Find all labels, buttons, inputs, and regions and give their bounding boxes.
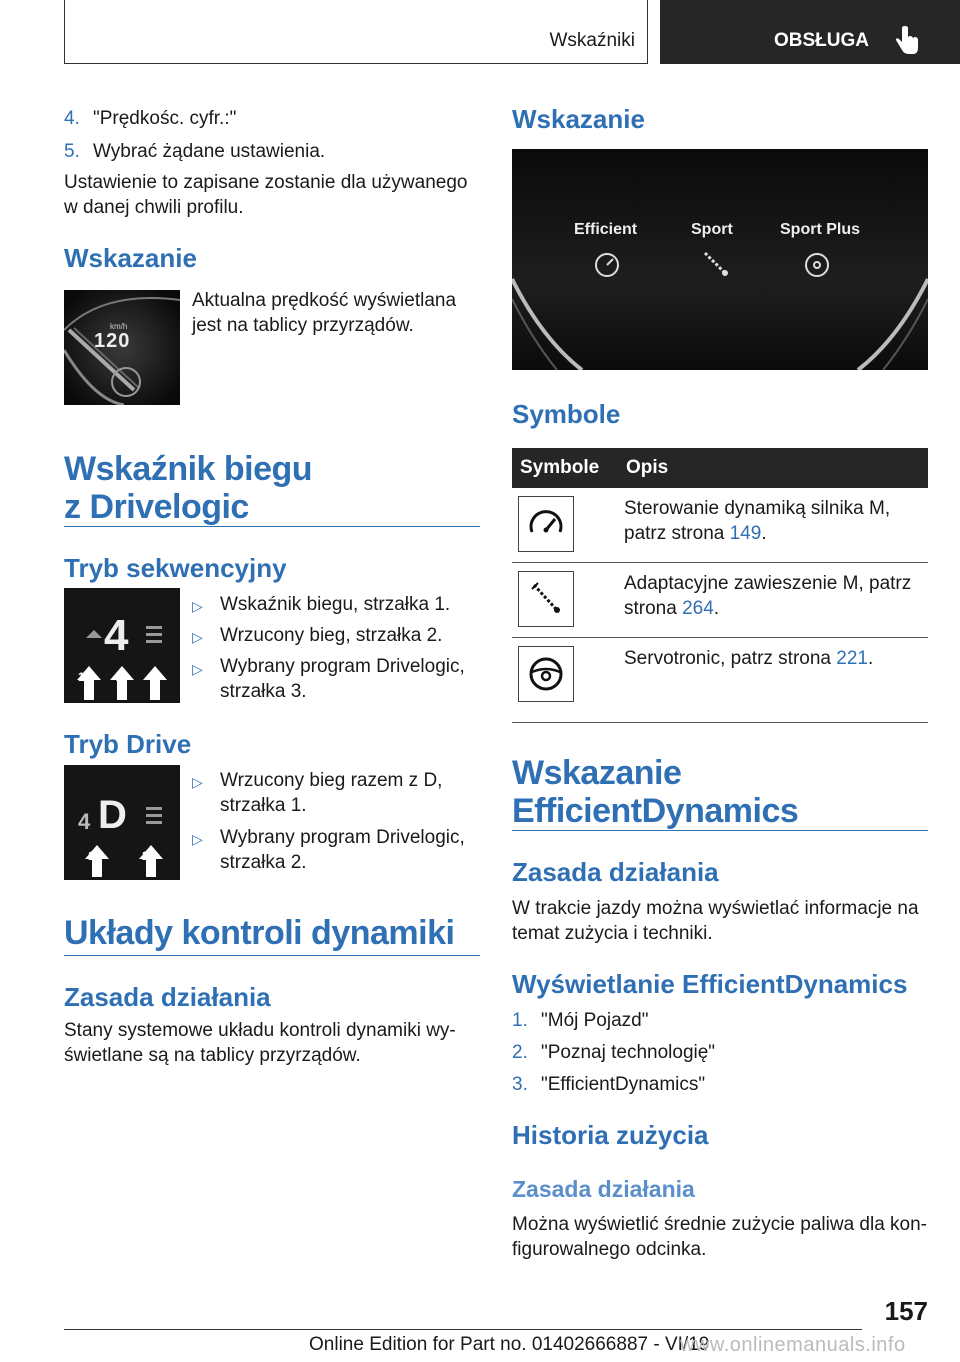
arrow-label: 2 (116, 670, 123, 684)
table-row (512, 488, 928, 563)
watermark-text: www.onlinemanuals.info (680, 1334, 906, 1356)
heading-consumption-history: Historia zużycia (512, 1120, 709, 1150)
header-section-box (64, 0, 648, 64)
header-section-title: Wskaźniki (549, 30, 635, 51)
triangle-bullet-icon: ▷ (192, 598, 203, 614)
heading-drive-mode: Tryb Drive (64, 729, 192, 759)
list-item-continued: strzałka 3. (220, 681, 307, 702)
drive-list (220, 768, 465, 875)
heading-symbols: Symbole (512, 399, 621, 429)
heading-efficientdynamics: Wskazanie EfficientDynamics (512, 754, 799, 830)
table-cell-description: Servotronic, patrz strona 221. (618, 638, 928, 723)
heading-principle-right: Zasada działania (512, 857, 719, 887)
current-gear-label: 4 (104, 611, 129, 660)
header-chapter-title: OBSŁUGA (774, 30, 869, 51)
efficientdynamics-menu-list (512, 1008, 715, 1097)
list-item: 1. "Mój Pojazd" (512, 1010, 649, 1031)
settings-list (64, 106, 325, 164)
list-item: 2. "Poznaj technologię" (512, 1042, 716, 1063)
sequential-list (220, 592, 465, 704)
hand-pointer-icon (894, 26, 920, 61)
table-row (512, 638, 928, 723)
page-reference-link[interactable]: 149 (729, 523, 762, 544)
list-item-continued: strzałka 1. (220, 795, 307, 816)
current-gear-label: 4 (78, 809, 91, 834)
section-heading-wskazanie-right: Wskazanie (512, 104, 645, 134)
speed-value-label: 120 (94, 330, 131, 352)
arrow-label: 2 (142, 849, 149, 863)
footer-rule (64, 1329, 862, 1330)
heading-gear-indicator: Wskaźnik biegu z Drivelogic (64, 450, 313, 526)
mode-label-sport: Sport (691, 221, 733, 238)
triangle-bullet-icon: ▷ (192, 831, 203, 847)
speedometer-image (64, 290, 180, 405)
sequential-gear-image (64, 588, 180, 703)
table-header-description: Opis (618, 448, 928, 488)
list-item: Wrzucony bieg, strzałka 2. (220, 625, 443, 646)
triangle-bullet-icon: ▷ (192, 629, 203, 645)
list-item: Wskaźnik biegu, strzałka 1. (220, 594, 451, 615)
heading-underline (512, 830, 928, 831)
principle-description: W trakcie jazdy można wyświetlać informacje na temat zużycia i techniki. (512, 898, 919, 944)
steering-wheel-icon (518, 646, 574, 702)
saved-note: Ustawienie to zapisane zostanie dla używanego w danej chwili profilu. (64, 172, 468, 218)
heading-underline (64, 526, 480, 527)
symbols-table (512, 448, 928, 723)
page-reference-link[interactable]: 264 (682, 598, 714, 619)
mode-label-sport-plus: Sport Plus (780, 221, 861, 238)
page-number: 157 (884, 1296, 928, 1326)
arrow-label: 3 (150, 670, 157, 684)
speed-description: Aktualna prędkość wyświetlana jest na tablicy przyrządów. (192, 290, 457, 336)
gauge-icon (518, 496, 574, 552)
heading-sequential-mode: Tryb sekwencyjny (64, 553, 287, 583)
table-cell-description: Sterowanie dynamiką silnika M, patrz strona 149. (618, 488, 928, 563)
history-description: Można wyświetlić średnie zużycie paliwa dla kon- figurowalnego odcinka. (512, 1214, 928, 1260)
list-item: 4. "Prędkośc. cyfr.:" (64, 108, 237, 129)
list-item: Wrzucony bieg razem z D, (220, 770, 443, 791)
drive-mode-label: D (98, 793, 127, 837)
table-header-symbols: Symbole (512, 448, 618, 488)
heading-principle: Zasada działania (64, 982, 271, 1012)
heading-dynamic-control: Układy kontroli dynamiki (64, 914, 455, 952)
list-item: Wybrany program Drivelogic, (220, 827, 465, 848)
mode-label-efficient: Efficient (574, 221, 638, 238)
suspension-icon (518, 571, 574, 627)
header-chapter-box (660, 0, 960, 64)
triangle-bullet-icon: ▷ (192, 661, 203, 677)
dynamic-control-description: Stany systemowe układu kontroli dynamiki wy- świetlane są na tablicy przyrządów. (64, 1020, 456, 1066)
heading-underline (64, 955, 480, 956)
triangle-bullet-icon: ▷ (192, 774, 203, 790)
driving-mode-display-image (512, 149, 928, 370)
table-row (512, 563, 928, 638)
arrow-label: 1 (78, 670, 85, 684)
footer-edition: Online Edition for Part no. 01402666887 - VI/19 (309, 1334, 710, 1355)
page-reference-link[interactable]: 221 (836, 648, 868, 669)
table-cell-description: Adaptacyjne zawieszenie M, patrz strona 264. (618, 563, 928, 638)
speed-unit-label: km/h (110, 322, 128, 331)
list-item-continued: strzałka 2. (220, 852, 307, 873)
arrow-label: 1 (88, 849, 95, 863)
list-item: 3. "EfficientDynamics" (512, 1074, 706, 1095)
list-item: Wybrany program Drivelogic, (220, 656, 465, 677)
list-item: 5. Wybrać żądane ustawienia. (64, 141, 326, 162)
section-heading-wskazanie: Wskazanie (64, 243, 197, 273)
heading-show-efficientdynamics: Wyświetlanie EfficientDynamics (512, 969, 908, 999)
subheading-principle: Zasada działania (512, 1176, 695, 1202)
drive-gear-image (64, 765, 180, 880)
